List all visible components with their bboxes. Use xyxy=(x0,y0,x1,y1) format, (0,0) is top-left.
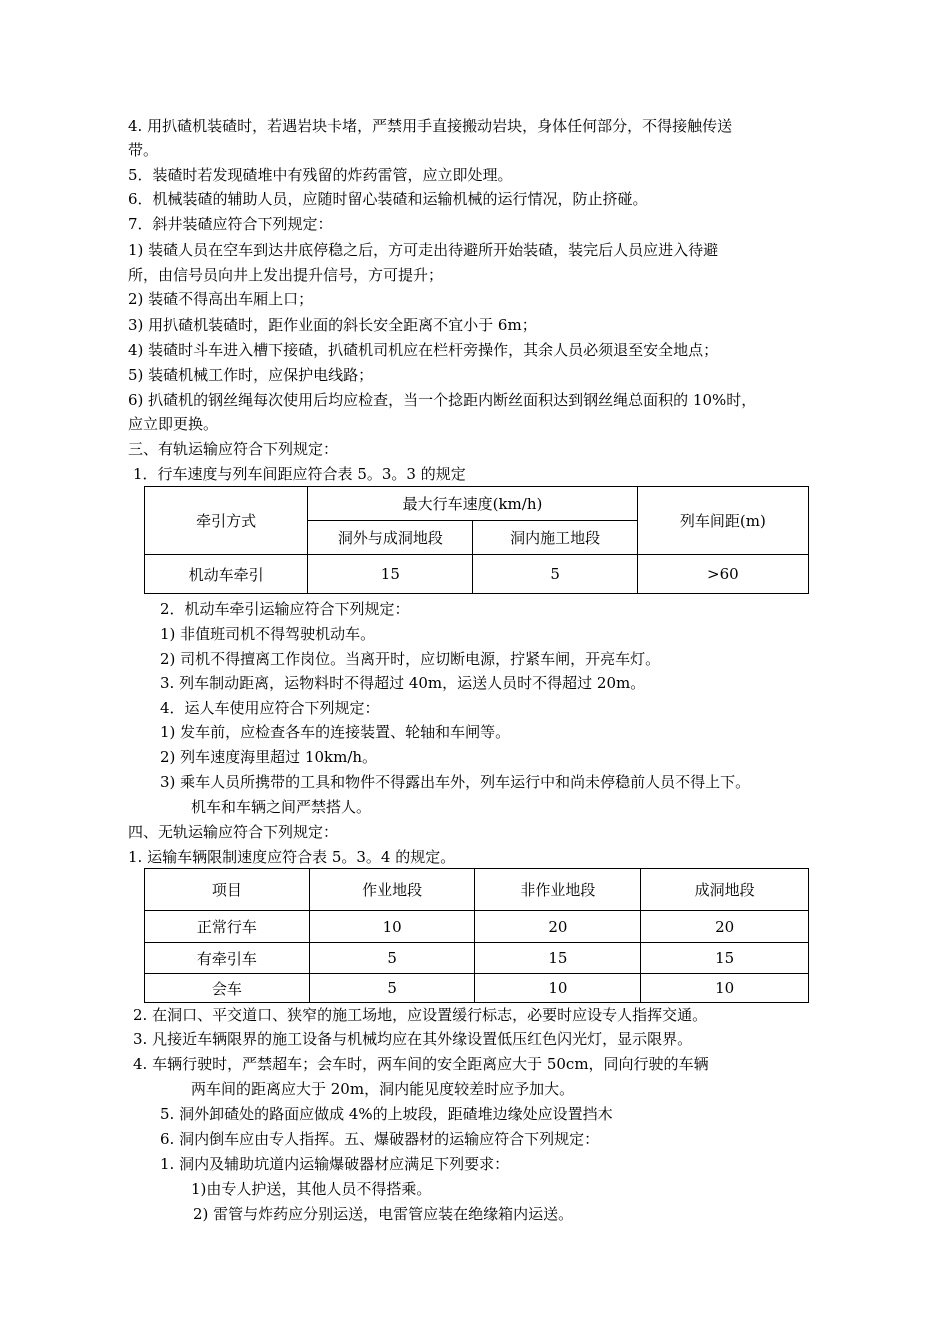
table-cell: 10 xyxy=(309,911,475,943)
text-line: 2) 列车速度海里超过 10km/h。 xyxy=(160,748,378,766)
table-header-row xyxy=(145,869,809,911)
text-line: 4. 车辆行驶时，严禁超车；会车时，两车间的安全距离应大于 50cm，同向行驶的车辆 xyxy=(133,1055,709,1073)
text-line: 5. 洞外卸碴处的路面应做成 4%的上坡段，距碴堆边缘处应设置挡木 xyxy=(160,1105,613,1123)
text-line: 带。 xyxy=(128,141,159,159)
section-heading: 四、无轨运输应符合下列规定： xyxy=(128,823,339,841)
text-line: 2) 司机不得擅离工作岗位。当离开时，应切断电源，拧紧车闸，开亮车灯。 xyxy=(160,650,661,668)
text-line: 1)由专人护送，其他人员不得搭乘。 xyxy=(191,1180,432,1198)
text-line: 4. 用扒碴机装碴时，若遇岩块卡堵，严禁用手直接搬动岩块，身体任何部分，不得接触传送 xyxy=(128,117,733,135)
text-line: 1．行车速度与列车间距应符合表 5。3。3 的规定 xyxy=(133,465,466,483)
table-cell: 正常行车 xyxy=(145,911,310,943)
table-header: 作业地段 xyxy=(309,869,475,911)
table-header: 牵引方式 xyxy=(145,487,308,555)
text-line: 3) 用扒碴机装碴时，距作业面的斜长安全距离不宜小于 6m； xyxy=(128,316,537,334)
text-line: 1. 运输车辆限制速度应符合表 5。3。4 的规定。 xyxy=(128,848,456,866)
table-header: 洞外与成洞地段 xyxy=(308,521,473,555)
table-cell: 5 xyxy=(473,555,637,594)
table-cell: 5 xyxy=(309,943,475,974)
text-line: 1. 洞内及辅助坑道内运输爆破器材应满足下列要求： xyxy=(160,1155,510,1173)
text-line: 2．机动车牵引运输应符合下列规定： xyxy=(160,600,410,618)
text-line: 1) 非值班司机不得驾驶机动车。 xyxy=(160,625,376,643)
text-line: 1) 发车前，应检查各车的连接装置、轮轴和车闸等。 xyxy=(160,723,511,741)
table-header: 列车间距(m) xyxy=(637,487,808,555)
table-header: 项目 xyxy=(145,869,310,911)
speed-spacing-table xyxy=(144,486,809,594)
vehicle-speed-table xyxy=(144,868,809,1003)
table-cell: 机动车牵引 xyxy=(145,555,308,594)
text-line: 6．机械装碴的辅助人员，应随时留心装碴和运输机械的运行情况，防止挤碰。 xyxy=(128,190,648,208)
text-line: 3. 列车制动距离，运物料时不得超过 40m，运送人员时不得超过 20m。 xyxy=(160,674,646,692)
table-row xyxy=(145,911,809,943)
table-row xyxy=(145,943,809,974)
table-cell: 10 xyxy=(641,974,809,1003)
text-line: 4．运人车使用应符合下列规定： xyxy=(160,699,380,717)
text-line: 所，由信号员向井上发出提升信号，方可提升； xyxy=(128,266,444,284)
table-cell: 10 xyxy=(475,974,641,1003)
table-header: 成洞地段 xyxy=(641,869,809,911)
text-line: 两车间的距离应大于 20m，洞内能见度较差时应予加大。 xyxy=(191,1080,575,1098)
text-line: 5) 装碴机械工作时，应保护电线路； xyxy=(128,366,374,384)
table-header: 非作业地段 xyxy=(475,869,641,911)
text-line: 3. 凡接近车辆限界的施工设备与机械均应在其外缘设置低压红色闪光灯，显示限界。 xyxy=(133,1030,693,1048)
text-line: 5．装碴时若发现碴堆中有残留的炸药雷管，应立即处理。 xyxy=(128,166,513,184)
table-cell: 15 xyxy=(475,943,641,974)
text-line: 6. 洞内倒车应由专人指挥。五、爆破器材的运输应符合下列规定： xyxy=(160,1130,600,1148)
text-line: 2) 装碴不得高出车厢上口； xyxy=(128,290,314,308)
table-cell: 15 xyxy=(308,555,473,594)
table-cell: >60 xyxy=(637,555,808,594)
text-line: 应立即更换。 xyxy=(128,415,219,433)
table-row xyxy=(145,555,809,594)
table-cell: 15 xyxy=(641,943,809,974)
text-line: 机车和车辆之间严禁搭人。 xyxy=(191,798,372,816)
text-line: 4) 装碴时斗车进入槽下接碴，扒碴机司机应在栏杆旁操作，其余人员必须退至安全地点； xyxy=(128,341,719,359)
table-cell: 会车 xyxy=(145,974,310,1003)
table-cell: 5 xyxy=(309,974,475,1003)
text-line: 6) 扒碴机的钢丝绳每次使用后均应检查，当一个捻距内断丝面积达到钢丝绳总面积的 10%时， xyxy=(128,391,757,409)
table-header: 最大行车速度(km/h) xyxy=(308,487,638,521)
text-line: 7．斜井装碴应符合下列规定： xyxy=(128,215,333,233)
text-line: 2) 雷管与炸药应分别运送，电雷管应装在绝缘箱内运送。 xyxy=(193,1205,574,1223)
text-line: 1) 装碴人员在空车到达井底停稳之后，方可走出待避所开始装碴，装完后人员应进入待避 xyxy=(128,241,719,259)
text-line: 2. 在洞口、平交道口、狭窄的施工场地，应设置缓行标志，必要时应设专人指挥交通。 xyxy=(133,1006,708,1024)
table-row xyxy=(145,974,809,1003)
table-cell: 有牵引车 xyxy=(145,943,310,974)
table-cell: 20 xyxy=(475,911,641,943)
section-heading: 三、有轨运输应符合下列规定： xyxy=(128,440,339,458)
table-cell: 20 xyxy=(641,911,809,943)
table-header: 洞内施工地段 xyxy=(473,521,637,555)
text-line: 3) 乘车人员所携带的工具和物件不得露出车外，列车运行中和尚未停稳前人员不得上下。 xyxy=(160,773,751,791)
